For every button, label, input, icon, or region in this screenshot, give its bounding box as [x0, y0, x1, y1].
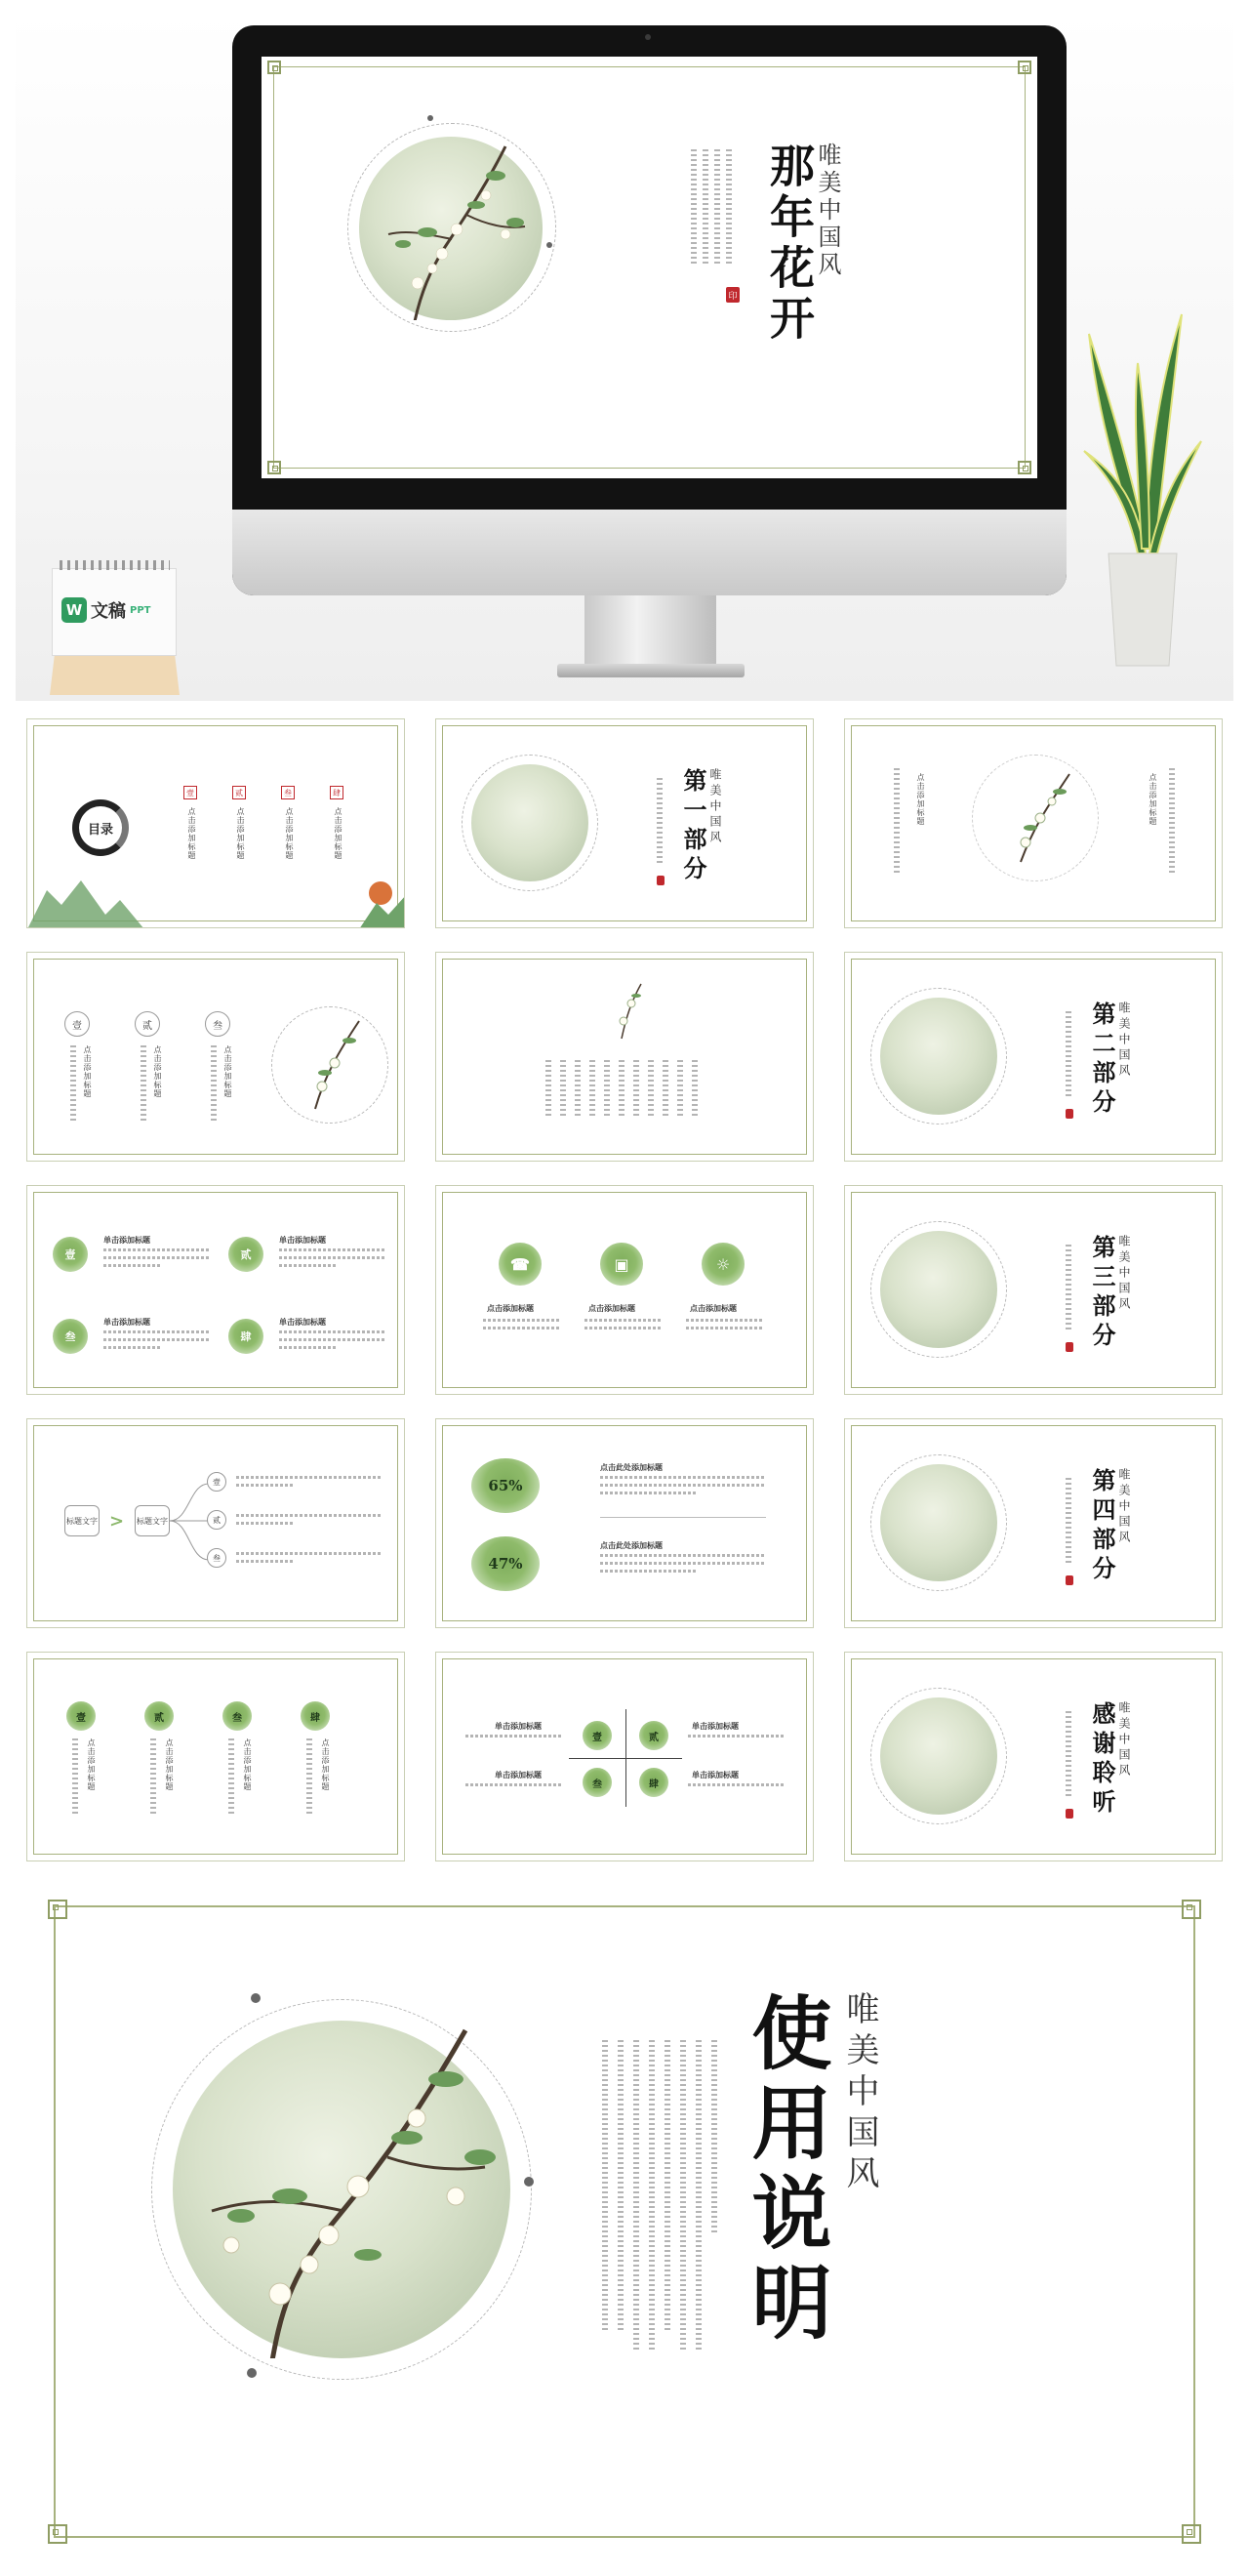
part3-title: 第三部分	[1088, 1235, 1116, 1352]
body-text-placeholder	[236, 1560, 295, 1563]
flower-painting	[880, 1231, 997, 1348]
percent-blob: 47%	[471, 1536, 540, 1591]
body-text-placeholder	[103, 1346, 162, 1349]
slide14-heading: 单击添加标题	[692, 1771, 739, 1779]
slide-part-4[interactable]	[844, 1418, 1223, 1628]
slide-thanks[interactable]	[844, 1652, 1223, 1861]
slide3-label: 点击添加标题	[916, 773, 925, 826]
corner-ornament	[267, 61, 281, 74]
calendar-rings	[60, 560, 170, 570]
part3-subtitle: 唯美中国风	[1117, 1235, 1131, 1313]
body-text-placeholder	[633, 1060, 639, 1119]
body-text-placeholder	[279, 1346, 338, 1349]
red-seal-icon	[1066, 1575, 1073, 1585]
green-badge: 壹	[53, 1237, 88, 1272]
slide7-heading: 单击添加标题	[279, 1318, 326, 1327]
slide-part-1[interactable]	[435, 718, 814, 928]
slide-part-3[interactable]	[844, 1185, 1223, 1395]
corner-ornament	[1182, 2524, 1201, 2544]
slide-content-3[interactable]	[844, 718, 1223, 928]
slide-toc[interactable]	[26, 718, 405, 928]
body-text-placeholder	[279, 1256, 386, 1259]
body-text-placeholder	[648, 1060, 654, 1119]
slide11-heading: 点击此处添加标题	[600, 1463, 663, 1472]
slide4-heading: 点击添加标题	[83, 1045, 92, 1098]
green-badge: 叁	[222, 1701, 252, 1731]
green-badge: 叁	[583, 1768, 612, 1797]
flower-painting	[471, 764, 588, 881]
slide-content-8[interactable]	[435, 1185, 814, 1395]
body-text-placeholder	[236, 1476, 383, 1479]
ornament-dot	[427, 115, 433, 121]
slide13-heading: 点击添加标题	[243, 1738, 252, 1791]
body-text-placeholder	[279, 1330, 386, 1333]
slide8-heading: 点击添加标题	[690, 1304, 737, 1313]
slide11-heading: 点击此处添加标题	[600, 1541, 663, 1550]
corner-ornament	[48, 1900, 67, 1919]
slide-frame	[442, 1425, 807, 1621]
body-text-placeholder	[726, 149, 732, 266]
body-text-placeholder	[688, 1735, 786, 1738]
red-seal-icon	[1066, 1809, 1073, 1819]
body-text-placeholder	[236, 1514, 383, 1517]
bracket-connector	[170, 1478, 209, 1566]
green-badge: 肆	[639, 1768, 668, 1797]
slide4-heading: 点击添加标题	[223, 1045, 232, 1098]
slide-content-7[interactable]	[26, 1185, 405, 1395]
circle-badge: 贰	[135, 1011, 160, 1037]
body-text-placeholder	[604, 1060, 610, 1119]
body-text-placeholder	[1066, 1478, 1071, 1566]
body-text-placeholder	[103, 1256, 211, 1259]
corner-ornament	[1018, 61, 1031, 74]
circle-badge: 壹	[207, 1472, 226, 1492]
body-text-placeholder	[688, 1783, 786, 1786]
monitor-foot	[557, 664, 745, 677]
body-text-placeholder	[103, 1248, 211, 1251]
ornament-dot	[546, 242, 552, 248]
sun-mountain-illustration	[359, 866, 405, 928]
green-badge: 肆	[301, 1701, 330, 1731]
body-text-placeholder	[1066, 1011, 1071, 1099]
slide8-heading: 点击添加标题	[487, 1304, 534, 1313]
green-badge: 壹	[583, 1721, 612, 1750]
toc-badge: 壹	[183, 786, 197, 799]
body-text-placeholder	[236, 1552, 383, 1555]
body-text-placeholder	[103, 1330, 211, 1333]
slide-part-2[interactable]	[844, 952, 1223, 1162]
body-text-placeholder	[465, 1783, 563, 1786]
body-text-placeholder	[279, 1338, 386, 1341]
body-text-placeholder	[103, 1338, 211, 1341]
monitor-stand	[584, 595, 716, 672]
body-text-placeholder	[677, 1060, 683, 1119]
body-text-placeholder	[600, 1476, 766, 1479]
monitor-chin	[232, 510, 1067, 595]
body-text-placeholder	[584, 1319, 661, 1322]
body-text-placeholder	[600, 1484, 766, 1487]
part1-title: 第一部分	[679, 768, 707, 885]
laptop-icon: ▣	[600, 1243, 643, 1286]
body-text-placeholder	[72, 1738, 78, 1817]
body-text-placeholder	[711, 2040, 717, 2235]
slide-content-11[interactable]	[435, 1418, 814, 1628]
slide-content-13[interactable]	[26, 1652, 405, 1861]
corner-ornament	[48, 2524, 67, 2544]
body-text-placeholder	[103, 1264, 162, 1267]
slide7-heading: 单击添加标题	[103, 1318, 150, 1327]
part2-subtitle: 唯美中国风	[1117, 1002, 1131, 1080]
slide7-heading: 单击添加标题	[279, 1236, 326, 1245]
calendar-base	[50, 651, 180, 695]
percent-blob: 65%	[471, 1458, 540, 1513]
part1-subtitle: 唯美中国风	[708, 768, 722, 846]
circle-badge: 壹	[64, 1011, 90, 1037]
slide14-heading: 单击添加标题	[495, 1722, 542, 1731]
title-box-text: 标题文字	[66, 1516, 98, 1526]
cover-slide[interactable]	[262, 57, 1037, 478]
toc-title: 目录	[87, 822, 113, 838]
body-text-placeholder	[465, 1735, 563, 1738]
brand-mark-icon: W	[61, 597, 87, 623]
green-badge: 贰	[228, 1237, 263, 1272]
slide4-heading: 点击添加标题	[153, 1045, 162, 1098]
body-text-placeholder	[663, 1060, 668, 1119]
slide13-heading: 点击添加标题	[321, 1738, 330, 1791]
potted-plant-illustration	[1079, 305, 1206, 695]
body-text-placeholder	[150, 1738, 156, 1817]
slide13-heading: 点击添加标题	[165, 1738, 174, 1791]
body-text-placeholder	[633, 2040, 639, 2352]
body-text-placeholder	[657, 778, 663, 866]
green-badge: 贰	[639, 1721, 668, 1750]
body-text-placeholder	[686, 1327, 762, 1329]
circle-badge: 叁	[207, 1548, 226, 1568]
flower-painting	[880, 1464, 997, 1581]
lightbulb-icon: ☼	[702, 1243, 745, 1286]
body-text-placeholder	[279, 1248, 386, 1251]
body-text-placeholder	[545, 1060, 551, 1119]
part4-title: 第四部分	[1088, 1468, 1116, 1585]
body-text-placeholder	[141, 1045, 146, 1124]
ornament-dot	[251, 1993, 261, 2003]
brand-sub: PPT	[130, 604, 151, 616]
toc-item-text: 点击添加标题	[285, 807, 294, 860]
ornament-dot	[524, 2177, 534, 2187]
circle-badge: 贰	[207, 1510, 226, 1530]
red-seal-icon: 印	[726, 287, 740, 303]
slide-content-14[interactable]	[435, 1652, 814, 1861]
green-badge: 叁	[53, 1319, 88, 1354]
slide-usage-guide[interactable]	[26, 1884, 1223, 2559]
body-text-placeholder	[228, 1738, 234, 1817]
guide-subtitle: 唯美中国风	[840, 1991, 879, 2196]
flower-painting	[982, 764, 1089, 872]
ornament-dot	[247, 2368, 257, 2378]
slide-content-5[interactable]	[435, 952, 814, 1162]
ink-circle-icon	[72, 799, 129, 856]
camera-dot	[645, 34, 651, 40]
phone-icon: ☎	[499, 1243, 542, 1286]
green-badge: 壹	[66, 1701, 96, 1731]
flower-painting	[281, 1016, 379, 1114]
red-seal-icon	[1066, 1109, 1073, 1119]
body-text-placeholder	[589, 1060, 595, 1119]
thanks-subtitle: 唯美中国风	[1117, 1701, 1131, 1779]
body-text-placeholder	[236, 1484, 295, 1487]
thanks-title: 感谢聆听	[1088, 1701, 1116, 1819]
body-text-placeholder	[584, 1327, 661, 1329]
corner-ornament	[1018, 461, 1031, 474]
part4-subtitle: 唯美中国风	[1117, 1468, 1131, 1546]
branch-illustration	[173, 2021, 510, 2358]
body-text-placeholder	[1169, 768, 1175, 876]
brand-logo	[61, 597, 150, 623]
slide-frame	[442, 1192, 807, 1388]
flower-painting	[880, 1697, 997, 1815]
body-text-placeholder	[560, 1060, 566, 1119]
slide-content-10[interactable]	[26, 1418, 405, 1628]
body-text-placeholder	[618, 2040, 624, 2333]
body-text-placeholder	[686, 1319, 762, 1322]
slide14-heading: 单击添加标题	[495, 1771, 542, 1779]
hero-mockup	[16, 12, 1233, 701]
toc-badge: 叁	[281, 786, 295, 799]
toc-badge: 肆	[330, 786, 343, 799]
flower-painting	[359, 137, 543, 320]
slide7-heading: 单击添加标题	[103, 1236, 150, 1245]
body-text-placeholder	[703, 149, 708, 266]
slide-frame	[442, 1658, 807, 1855]
body-text-placeholder	[696, 2040, 702, 2352]
flower-painting	[880, 998, 997, 1115]
body-text-placeholder	[306, 1738, 312, 1817]
green-badge: 肆	[228, 1319, 263, 1354]
cross-vertical	[625, 1709, 626, 1807]
body-text-placeholder	[70, 1045, 76, 1124]
arrow-right-icon: >	[109, 1511, 125, 1532]
body-text-placeholder	[680, 2040, 686, 2352]
guide-title: 使用说明	[739, 1991, 832, 2351]
mountain-illustration	[27, 866, 144, 928]
desk-calendar	[50, 558, 180, 695]
slide3-label: 点击添加标题	[1148, 773, 1157, 826]
red-seal-icon	[657, 876, 665, 885]
red-seal-icon	[1066, 1342, 1073, 1352]
title-box	[135, 1505, 170, 1536]
slide13-heading: 点击添加标题	[87, 1738, 96, 1791]
toc-badge: 贰	[232, 786, 246, 799]
part2-title: 第二部分	[1088, 1002, 1116, 1119]
brand-name: 文稿	[91, 601, 126, 622]
body-text-placeholder	[619, 1060, 624, 1119]
body-text-placeholder	[600, 1554, 766, 1557]
body-text-placeholder	[691, 149, 697, 266]
corner-ornament	[267, 461, 281, 474]
toc-item-text: 点击添加标题	[334, 807, 342, 860]
slide14-heading: 单击添加标题	[692, 1722, 739, 1731]
body-text-placeholder	[649, 2040, 655, 2352]
body-text-placeholder	[483, 1319, 559, 1322]
cover-subtitle: 唯美中国风	[814, 143, 841, 279]
circle-badge: 叁	[205, 1011, 230, 1037]
monitor	[232, 25, 1067, 595]
body-text-placeholder	[665, 2040, 670, 2333]
body-text-placeholder	[894, 768, 900, 876]
cover-title: 那年花开	[763, 143, 816, 346]
body-text-placeholder	[1066, 1711, 1071, 1799]
corner-ornament	[1182, 1900, 1201, 1919]
body-text-placeholder	[279, 1264, 338, 1267]
body-text-placeholder	[600, 1562, 766, 1565]
branch-illustration	[359, 137, 543, 320]
toc-item-text: 点击添加标题	[187, 807, 196, 860]
divider	[600, 1517, 766, 1518]
toc-item-text: 点击添加标题	[236, 807, 245, 860]
slide8-heading: 点击添加标题	[588, 1304, 635, 1313]
body-text-placeholder	[211, 1045, 217, 1124]
flower-painting	[173, 2021, 510, 2358]
body-text-placeholder	[575, 1060, 581, 1119]
green-badge: 贰	[144, 1701, 174, 1731]
title-box-text: 标题文字	[137, 1516, 168, 1526]
body-text-placeholder	[692, 1060, 698, 1119]
body-text-placeholder	[602, 2040, 608, 2333]
body-text-placeholder	[600, 1492, 698, 1494]
flower-sprig-icon	[602, 982, 651, 1041]
body-text-placeholder	[714, 149, 720, 266]
slide-content-4[interactable]	[26, 952, 405, 1162]
body-text-placeholder	[1066, 1245, 1071, 1332]
body-text-placeholder	[600, 1570, 698, 1573]
body-text-placeholder	[236, 1522, 295, 1525]
body-text-placeholder	[483, 1327, 559, 1329]
title-box	[64, 1505, 100, 1536]
slide-frame	[33, 1192, 398, 1388]
